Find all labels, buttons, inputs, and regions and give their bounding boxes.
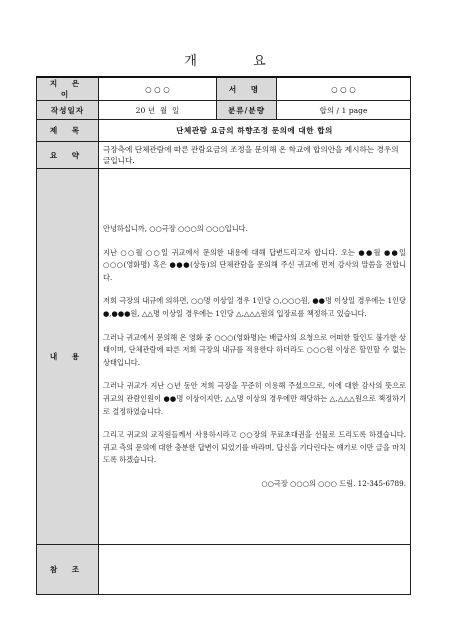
summary-value: 극장측에 단체관람에 따른 관람요금의 조정을 문의해 온 학교에 합의안을 제시하는 경우의 글입니다. [99, 142, 411, 169]
reference-label: 참 조 [37, 545, 99, 595]
category-label: 분류/분량 [217, 101, 277, 120]
content-paragraph: 그러나 귀교가 지난 ○년 동안 저희 극장을 꾸준히 이용해 주셨으므로, 이에 대한 감사의 뜻으로 귀교의 관람인원이 ●●명 이상이지만, △△명 이상의 경우에만 해당하는 △,△△△원으로 책정하기로 결정하였습니다. [103, 381, 406, 416]
signature-line: ○○극장 ○○○의 ○○○ 드림. 12-345-6789. [261, 478, 406, 488]
author-label: 지 은 이 [37, 77, 99, 101]
content-paragraph: 지난 ○○월 ○○일 귀교에서 문의한 내용에 대해 답변드리고자 합니다. 오는 ●●월 ●●일 ○○○(영화명) 혹은 ●●●(상동)의 단체관람을 문의해 주신 귀교에 먼저 감사의 말씀을 전합니다. [103, 247, 406, 282]
document-form [36, 76, 411, 595]
sign-value: ○ ○ ○ [277, 77, 411, 101]
summary-label: 요 약 [37, 142, 99, 169]
date-label: 작성일자 [37, 101, 99, 120]
reference-value [99, 545, 411, 595]
content-paragraph: 그러나 귀교에서 문의해 온 영화 중 ○○○(영화명)는 배급사의 요청으로 어떠한 할인도 불가한 상태이며, 단체관람에 따른 저희 극장의 내규를 적용한다 하더라도 ○○○원 이상은 할인할 수 없는 상태입니다. [103, 332, 406, 367]
content-label: 내 용 [37, 169, 99, 545]
category-value: 합의 / 1 page [277, 101, 411, 120]
sign-label: 서 명 [217, 77, 277, 101]
content-paragraph: 저희 극장의 내규에 의하면, ○○명 이상일 경우 1인당 ○,○○○원, ●●명 이상일 경우에는 1인당 ●,●●●원, △△명 이상일 경우에는 1인당 △,△△△원의 입장료를 책정하고 있습니다. [103, 296, 406, 319]
content-paragraph: 안녕하십니까, ○○극장 ○○○의 ○○○입니다. [103, 224, 248, 234]
content-paragraph: 그리고 귀교의 교직원들께서 사용하시라고 ○○장의 무료초대권을 선물로 드리도록 하겠습니다. 귀교 측의 문의에 대한 충분한 답변이 되었기를 바라며, 답신을 기다린다는 얘기로 이만 글을 마치도록 하겠습니다. [103, 430, 406, 465]
subject-label: 제 목 [37, 120, 99, 142]
content-body [99, 169, 411, 545]
author-value: ○ ○ ○ [99, 77, 217, 101]
date-value: 20 년 월 일 [99, 101, 217, 120]
subject-value: 단체관람 요금의 하향조정 문의에 대한 합의 [99, 120, 411, 142]
page-title: 개 요 [184, 54, 292, 69]
